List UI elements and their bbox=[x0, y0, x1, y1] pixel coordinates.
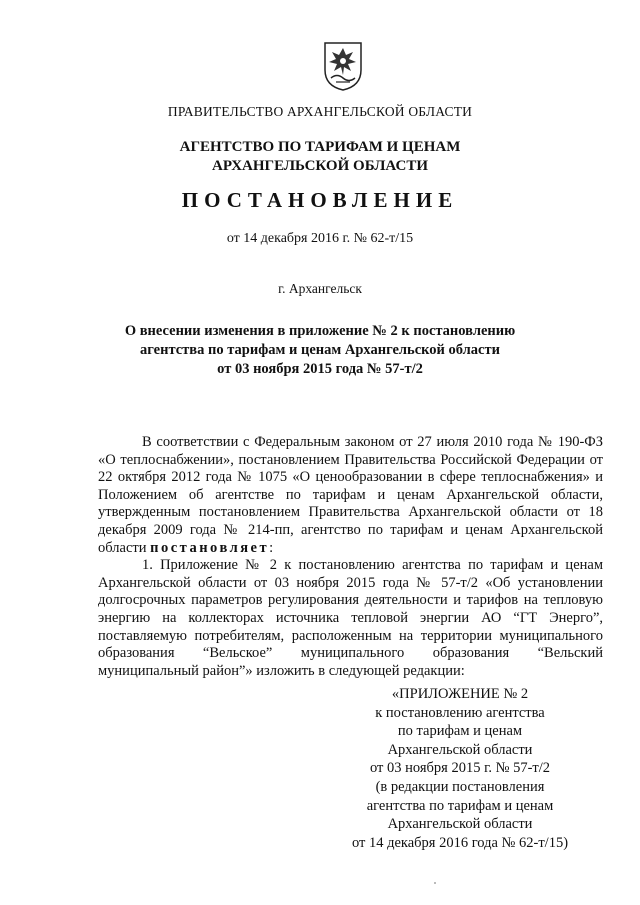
item1-paragraph: 1. Приложение № 2 к постановлению агентства по тарифам и ценам Архангельской области от 03 ноября 2015 года № 57-т/2 «Об установлении долгосрочных параметров регулирования деятельности и тарифов на тепловую энергию на коллекторах источника тепловой энергии АО “ГТ Энерго”, поставляемую потребителям, расположенным на территории муниципального образования “Вельское” муниципального образования “Вельский муниципальный район”» изложить в следующей редакции: bbox=[98, 557, 603, 679]
document-body bbox=[98, 434, 603, 680]
appendix-line3: по тарифам и ценам bbox=[397, 723, 523, 740]
resolves-word: постановляет bbox=[150, 539, 270, 556]
subject-line1: О внесении изменения в приложение № 2 к постановлению bbox=[124, 323, 516, 339]
agency-name-line2: АРХАНГЕЛЬСКОЙ ОБЛАСТИ bbox=[212, 158, 428, 174]
preamble-text: В соответствии с Федеральным законом от 27 июля 2010 года № 190-ФЗ «О теплоснабжении», постановлением Правительства Российской Федерации от 22 октября 2012 года № 1075 «О ценообразовании в сфере теплоснабжения» и Положением об агентстве по тарифам и ценам Архангельской области, утвержденным постановлением Правительства Архангельской области от 18 декабря 2009 года № 214-пп, агентство по тарифам и ценам Архангельской области bbox=[98, 434, 603, 556]
agency-name-line1: АГЕНТСТВО ПО ТАРИФАМ И ЦЕНАМ bbox=[179, 139, 461, 155]
appendix-line8: Архангельской области bbox=[387, 816, 533, 833]
preamble-paragraph bbox=[98, 434, 603, 557]
appendix-line2: к постановлению агентства bbox=[375, 704, 545, 721]
appendix-line9: от 14 декабря 2016 года № 62-т/15) bbox=[351, 834, 569, 851]
scan-speck bbox=[434, 882, 436, 884]
appendix-line5: от 03 ноября 2015 г. № 57-т/2 bbox=[369, 760, 551, 777]
appendix-line1: «ПРИЛОЖЕНИЕ № 2 bbox=[391, 686, 529, 702]
date-number: от 14 декабря 2016 г. № 62-т/15 bbox=[226, 231, 414, 246]
subject-line3: от 03 ноября 2015 года № 57-т/2 bbox=[217, 361, 423, 377]
appendix-line6: (в редакции постановления bbox=[375, 778, 545, 795]
appendix-line7: агентства по тарифам и ценам bbox=[366, 797, 554, 814]
document-type: ПОСТАНОВЛЕНИЕ bbox=[181, 188, 459, 212]
city: г. Архангельск bbox=[278, 281, 362, 296]
appendix-line4: Архангельской области bbox=[387, 741, 533, 758]
agency-name bbox=[0, 138, 640, 176]
document-subject bbox=[0, 322, 640, 379]
resolves-colon: : bbox=[269, 539, 274, 556]
coat-of-arms-icon bbox=[322, 40, 364, 92]
subject-line2: агентства по тарифам и ценам Архангельской области bbox=[140, 342, 500, 358]
government-name: ПРАВИТЕЛЬСТВО АРХАНГЕЛЬСКОЙ ОБЛАСТИ bbox=[167, 104, 473, 119]
appendix-header bbox=[330, 685, 590, 852]
